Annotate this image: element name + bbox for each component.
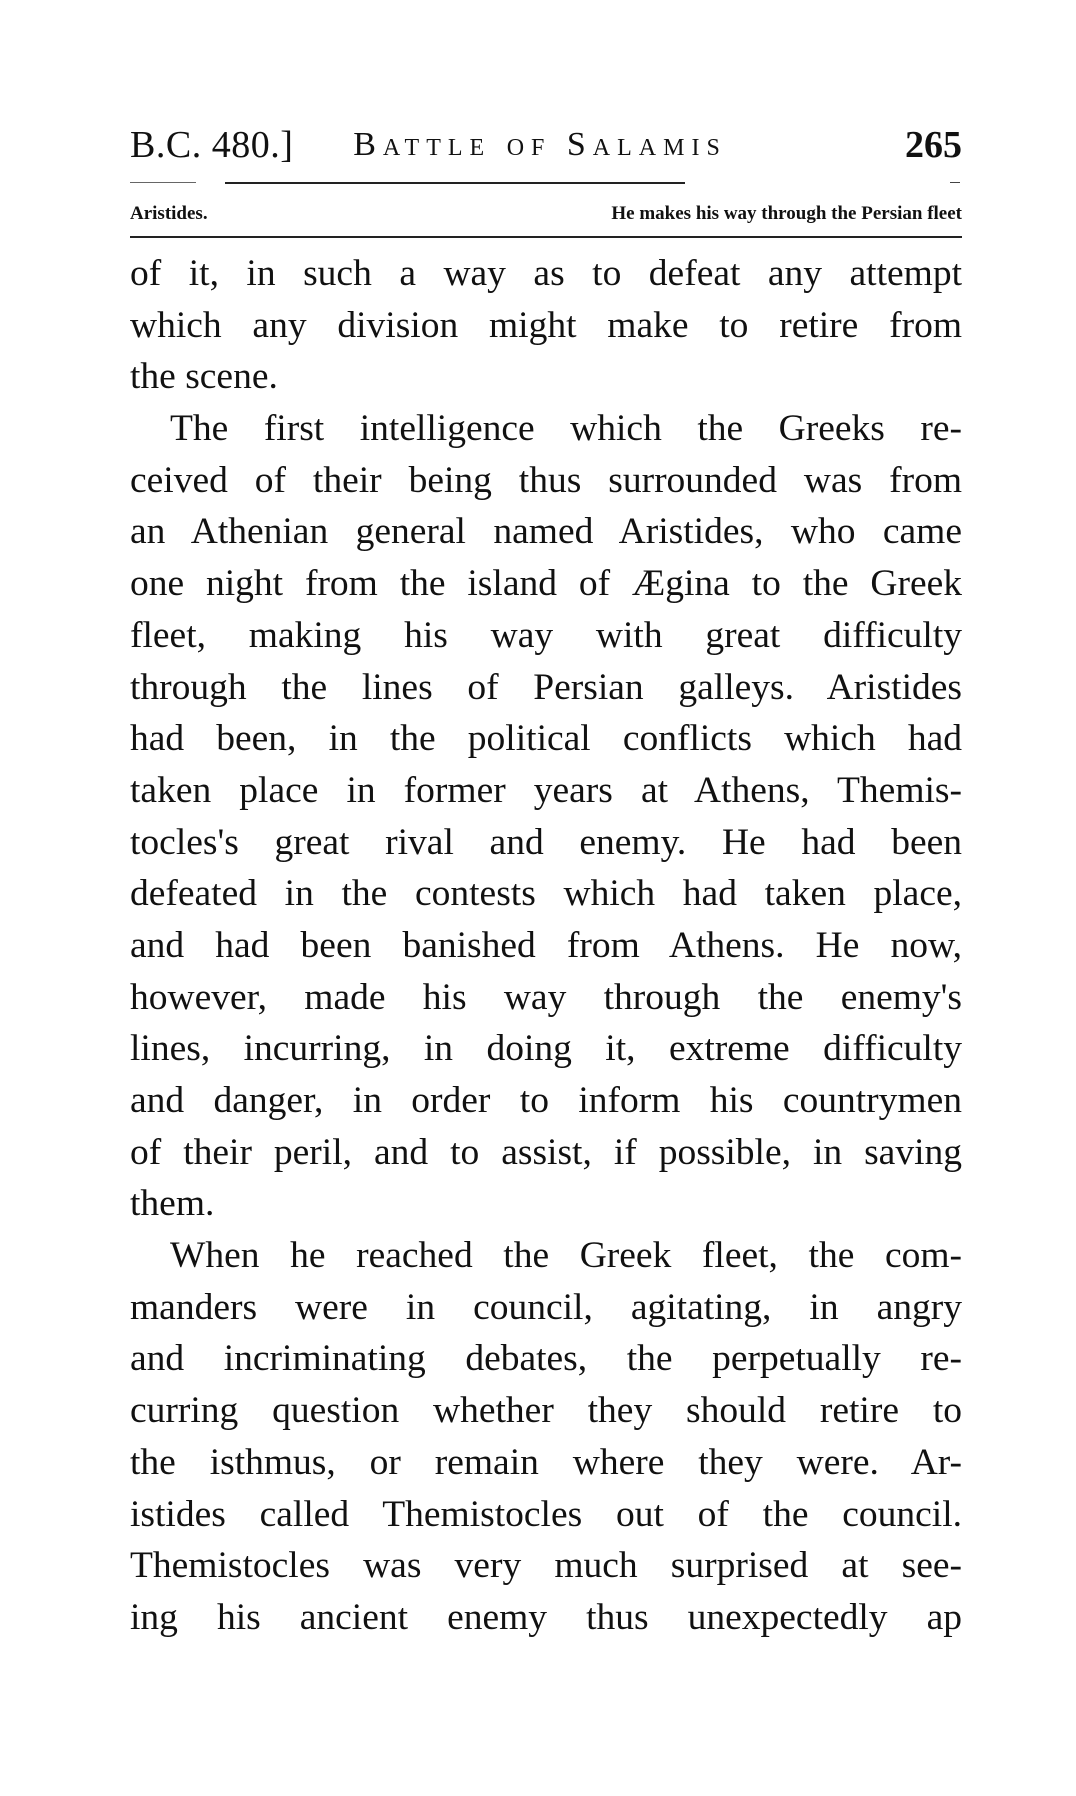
text-line: taken place in former years at Athens, Themis- [130,769,962,811]
text-line: however, made his way through the enemy's [130,976,962,1018]
text-line: them. [130,1183,215,1225]
header-rule-tick [950,182,960,183]
text-line: lines, incurring, in doing it, extreme difficulty [130,1028,962,1070]
text-line: and had been banished from Athens. He now, [130,924,962,966]
text-line: tocles's great rival and enemy. He had been [130,821,962,863]
text-line: ceived of their being thus surrounded was from [130,459,962,501]
text-line: had been, in the political conflicts which had [130,718,962,760]
text-line: an Athenian general named Aristides, who came [130,511,962,553]
header-rule-top [225,182,685,184]
sidenote-right: He makes his way through the Persian fleet [611,203,962,224]
header-rule-short [130,182,196,183]
text-line: fleet, making his way with great difficulty [130,614,962,656]
text-line: The first intelligence which the Greeks re- [170,408,962,450]
sidenotes [130,196,962,232]
page-number: 265 [905,124,962,166]
text-line: defeated in the contests which had taken place, [130,873,962,915]
text-line: and danger, in order to inform his countrymen [130,1080,962,1121]
text-line: manders were in council, agitating, in angry [130,1286,962,1328]
text-line: of their peril, and to assist, if possible, in saving [130,1131,962,1173]
text-line: curring question whether they should retire to [130,1390,962,1432]
running-head [130,120,962,170]
text-line: the scene. [130,356,278,398]
sidenote-left: Aristides. [130,203,208,224]
text-line: When he reached the Greek fleet, the com- [170,1235,962,1277]
text-line: and incriminating debates, the perpetually re- [130,1338,962,1380]
body-text [130,248,962,1644]
text-line: istides called Themistocles out of the council. [130,1493,962,1535]
text-line: the isthmus, or remain where they were. Ar- [130,1441,962,1483]
text-line: ing his ancient enemy thus unexpectedly ap [130,1596,962,1638]
text-line: one night from the island of Ægina to the Greek [130,563,962,605]
text-line: Themistocles was very much surprised at see- [130,1545,962,1587]
running-head-title: Battle of Salamis [353,126,727,163]
text-line: through the lines of Persian galleys. Aristides [130,666,962,708]
text-line: which any division might make to retire from [130,304,962,346]
text-line: of it, in such a way as to defeat any attempt [130,253,962,294]
running-head-date: B.C. 480.] [130,124,294,166]
header-rule-bottom [130,236,962,238]
